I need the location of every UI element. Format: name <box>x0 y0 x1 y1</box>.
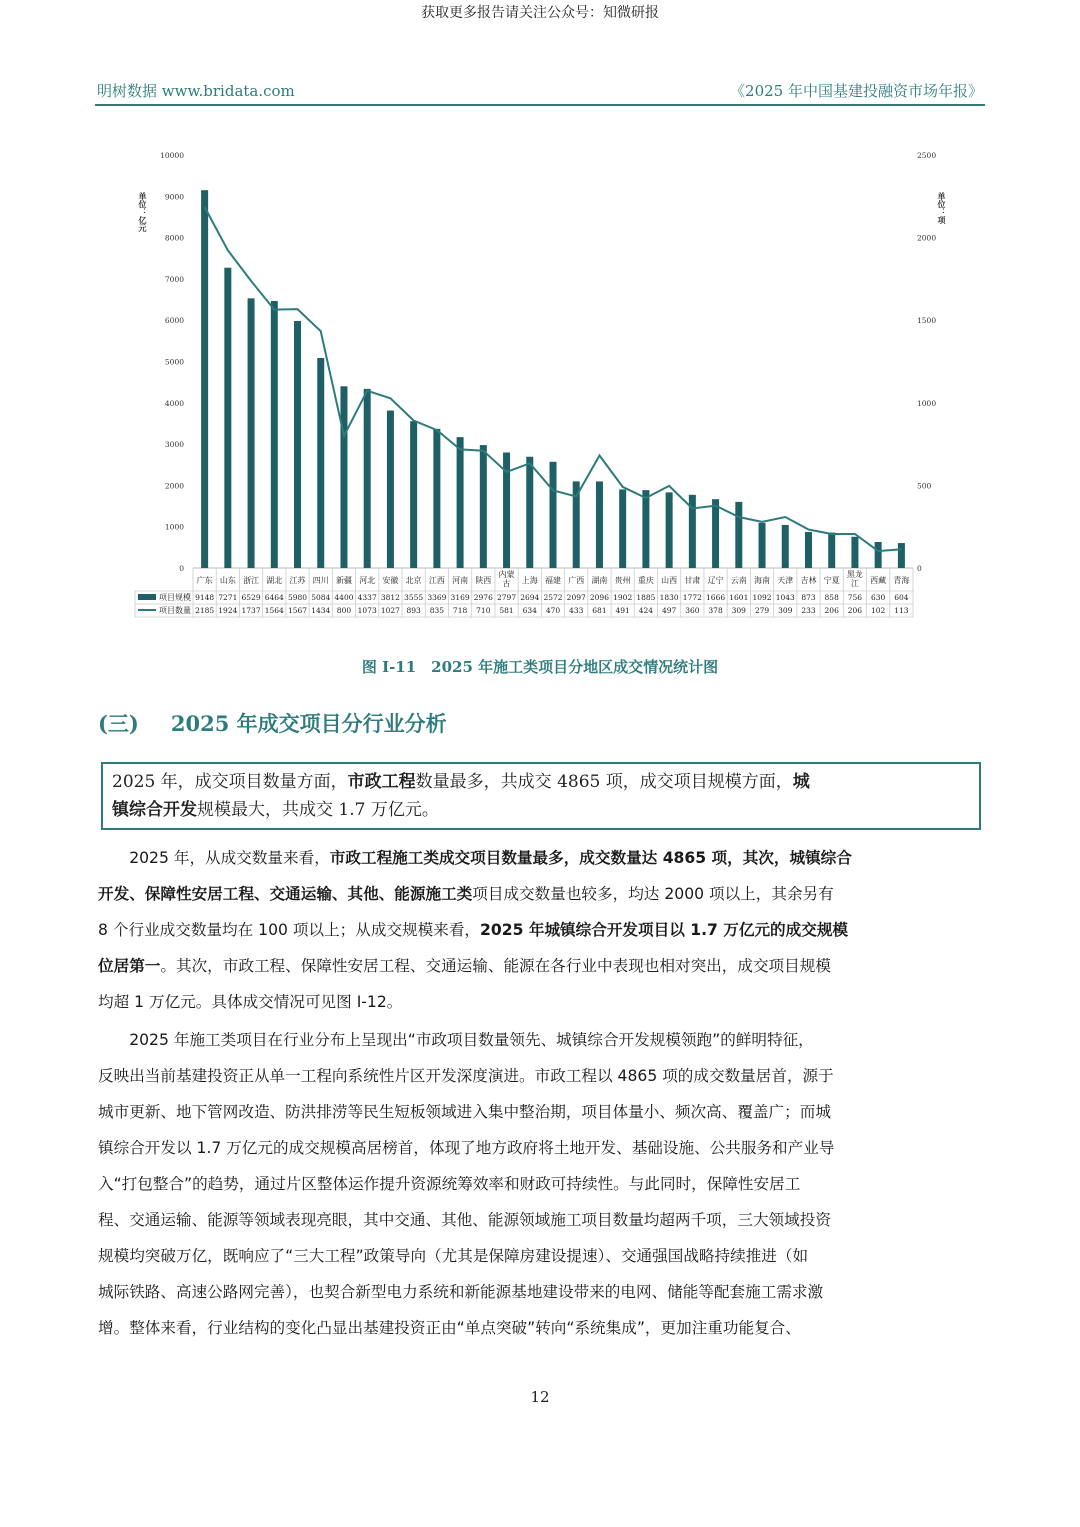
data-label-count: 1073 <box>357 606 377 615</box>
data-label-scale: 1092 <box>752 593 772 602</box>
paragraph-line: 程、交通运输、能源等领域表现亮眼，其中交通、其他、能源领域施工项目数量均超两千项，三大领域投资 <box>98 1211 831 1229</box>
header-report-title: 《2025 年中国基建投融资市场年报》 <box>730 82 983 100</box>
category-label: 内蒙 <box>498 570 515 579</box>
data-label-scale: 3369 <box>427 593 447 602</box>
data-label-count: 893 <box>406 606 421 615</box>
category-label: 云南 <box>730 576 747 585</box>
data-label-count: 206 <box>824 606 839 615</box>
callout-highlight: 市政工程 <box>347 772 416 792</box>
data-label-count: 309 <box>778 606 793 615</box>
legend-line-label: 项目数量 <box>159 606 191 615</box>
data-label-count: 800 <box>336 606 352 615</box>
bar-1 <box>201 190 208 568</box>
category-label: 四川 <box>312 576 329 585</box>
callout-highlight: 镇综合开发 <box>112 800 197 820</box>
data-label-scale: 1902 <box>613 593 633 602</box>
left-axis-tick-label: 7000 <box>164 274 184 284</box>
category-label: 新疆 <box>335 576 352 585</box>
data-label-count: 424 <box>638 606 654 615</box>
left-axis-tick-label: 1000 <box>164 522 184 532</box>
data-label-scale: 1830 <box>659 593 679 602</box>
data-label-count: 1567 <box>287 606 308 615</box>
left-axis-unit: 单位：亿元 <box>138 192 148 232</box>
bold-run: 位居第一 <box>98 957 161 975</box>
left-axis-tick-label: 2000 <box>164 481 184 491</box>
bold-run: 开发、保障性安居工程、交通运输、其他、能源施工类 <box>98 885 473 903</box>
callout-text: 2025 年，成交项目数量方面， <box>112 772 348 792</box>
data-label-scale: 604 <box>894 593 909 602</box>
data-label-scale: 1666 <box>706 593 726 602</box>
category-label: 青海 <box>893 576 910 585</box>
paragraph-line: 镇综合开发以 1.7 万亿元的成交规模高居榜首，体现了地方政府将土地开发、基础设施、公共服务和产业导 <box>98 1139 835 1157</box>
top-banner: 获取更多报告请关注公众号：知微研报 <box>421 5 659 21</box>
bar-19 <box>619 489 626 568</box>
data-label-count: 634 <box>522 606 537 615</box>
data-label-count: 491 <box>615 606 630 615</box>
bar-13 <box>480 445 487 568</box>
paragraph-1 <box>98 840 982 1020</box>
data-label-scale: 630 <box>870 593 886 602</box>
paragraph-line: 均超 1 万亿元。具体成交情况可见图 I-12。 <box>98 993 403 1011</box>
right-axis-tick-label: 500 <box>917 481 932 491</box>
right-axis-unit: 单位：项 <box>937 192 947 224</box>
data-label-scale: 1772 <box>682 593 702 602</box>
bar-11 <box>433 429 440 568</box>
right-axis-tick-label: 1000 <box>917 398 937 408</box>
left-axis-tick-label: 0 <box>179 564 184 573</box>
category-label: 宁夏 <box>823 576 840 585</box>
category-label: 山东 <box>219 576 236 585</box>
right-axis-tick-label: 0 <box>917 564 922 573</box>
header-divider <box>95 104 985 106</box>
data-label-scale: 2097 <box>566 593 586 602</box>
bar-12 <box>457 437 464 568</box>
category-label: 吉林 <box>800 576 817 585</box>
category-label: 海南 <box>754 576 771 585</box>
data-label-count: 581 <box>499 606 514 615</box>
left-axis-tick-label: 10000 <box>160 151 184 160</box>
bar-26 <box>782 525 789 568</box>
category-label: 广西 <box>568 576 585 585</box>
left-axis-tick-label: 6000 <box>164 316 184 326</box>
bold-run: 市政工程施工类成交项目数量最多，成交数量达 4865 项，其次，城镇综合 <box>329 849 852 867</box>
category-label: 福建 <box>545 576 561 585</box>
category-label: 辽宁 <box>707 576 724 585</box>
data-label-scale: 2096 <box>589 593 609 602</box>
category-label: 湖南 <box>591 576 608 585</box>
bar-25 <box>759 523 766 568</box>
callout-text: 规模最大，共成交 1.7 万亿元。 <box>197 800 439 820</box>
data-label-scale: 2694 <box>520 593 540 602</box>
data-label-count: 710 <box>476 606 491 615</box>
data-label-count: 206 <box>847 606 863 615</box>
data-label-count: 1027 <box>380 606 400 615</box>
paragraph-line <box>98 912 982 948</box>
bar-31 <box>898 543 905 568</box>
category-label: 陕西 <box>475 576 492 585</box>
callout-highlight: 城 <box>792 772 810 792</box>
summary-callout <box>101 762 981 830</box>
data-label-count: 718 <box>452 606 468 615</box>
text-run: 8 个行业成交数量均在 100 项以上；从成交规模来看， <box>98 921 481 939</box>
header-publisher: 明树数据 www.bridata.com <box>97 82 295 100</box>
bar-15 <box>526 457 533 568</box>
data-label-scale: 7271 <box>218 593 238 602</box>
data-label-scale: 5980 <box>287 593 308 602</box>
bar-9 <box>387 411 394 568</box>
text-run: 项目成交数量也较多，均达 2000 项以上，其余另有 <box>472 885 834 903</box>
data-label-scale: 2976 <box>473 593 493 602</box>
data-label-count: 1434 <box>311 606 331 615</box>
data-label-count: 233 <box>801 606 816 615</box>
bar-6 <box>317 358 324 568</box>
data-label-scale: 1601 <box>729 593 749 602</box>
bar-7 <box>340 386 347 568</box>
category-label: 贵州 <box>614 576 631 585</box>
section-heading <box>98 708 447 738</box>
bold-run: 2025 年城镇综合开发项目以 1.7 万亿元的成交规模 <box>480 921 849 939</box>
category-label: 西藏 <box>870 576 887 585</box>
paragraph-line <box>98 1022 982 1058</box>
paragraph-line: 城际铁路、高速公路网完善），也契合新型电力系统和新能源基地建设带来的电网、储能等配套施工需求激 <box>98 1283 824 1301</box>
bar-8 <box>364 389 371 568</box>
data-label-scale: 5084 <box>311 593 331 602</box>
left-axis-tick-label: 9000 <box>164 192 184 202</box>
bar-10 <box>410 421 417 568</box>
category-label: 重庆 <box>637 576 654 585</box>
category-label: 江苏 <box>289 576 306 585</box>
bar-17 <box>573 481 580 568</box>
bar-16 <box>550 462 557 568</box>
data-label-scale: 756 <box>847 593 863 602</box>
paragraph-line <box>98 876 982 912</box>
category-label: 江 <box>850 579 859 588</box>
text-run: 2025 年，从成交数量来看， <box>129 849 330 867</box>
data-label-scale: 2572 <box>543 593 563 602</box>
paragraph-line: 规模均突破万亿，既响应了“三大工程”政策导向（尤其是保障房建设提速）、交通强国战略持续推进（如 <box>98 1247 809 1265</box>
category-label: 湖北 <box>266 576 283 585</box>
figure-caption: 图 I-11 2025 年施工类项目分地区成交情况统计图 <box>361 658 719 676</box>
data-label-count: 113 <box>894 606 909 615</box>
regional-chart <box>0 140 1080 630</box>
category-label: 安徽 <box>382 576 399 585</box>
data-label-scale: 3555 <box>404 593 424 602</box>
category-label: 黑龙 <box>846 570 863 579</box>
data-label-count: 2185 <box>195 606 215 615</box>
data-label-scale: 6529 <box>241 593 261 602</box>
data-label-scale: 3169 <box>450 593 470 602</box>
right-axis-tick-label: 2500 <box>917 151 937 160</box>
data-label-scale: 873 <box>801 593 816 602</box>
bar-2 <box>224 268 231 568</box>
data-label-scale: 9148 <box>195 593 215 602</box>
data-label-count: 835 <box>429 606 445 615</box>
left-axis-tick-label: 8000 <box>164 233 184 243</box>
bar-20 <box>642 490 649 568</box>
data-label-count: 681 <box>592 606 607 615</box>
category-label: 北京 <box>405 576 422 585</box>
data-label-count: 309 <box>731 606 746 615</box>
bar-29 <box>851 537 858 568</box>
bar-5 <box>294 321 301 568</box>
category-label: 广东 <box>196 576 213 585</box>
data-label-scale: 4400 <box>334 593 354 602</box>
page-number: 12 <box>530 1388 550 1406</box>
left-axis-tick-label: 5000 <box>164 357 184 367</box>
data-label-count: 1924 <box>218 606 238 615</box>
bar-3 <box>248 298 255 568</box>
data-label-count: 279 <box>754 606 770 615</box>
section-title: 2025 年成交项目分行业分析 <box>170 711 447 736</box>
data-label-scale: 6464 <box>264 593 284 602</box>
data-label-scale: 858 <box>824 593 839 602</box>
text-run: 2025 年施工类项目在行业分布上呈现出“市政项目数量领先、城镇综合开发规模领跑”的鲜明特征， <box>129 1031 814 1049</box>
data-label-count: 470 <box>545 606 561 615</box>
callout-text: 数量最多，共成交 4865 项，成交项目规模方面， <box>415 772 793 792</box>
category-label: 甘肃 <box>684 576 701 585</box>
category-label: 山西 <box>661 576 678 585</box>
data-label-count: 102 <box>870 606 886 615</box>
data-label-count: 497 <box>661 606 677 615</box>
section-number: (三) <box>98 711 139 736</box>
text-run: 。其次，市政工程、保障性安居工程、交通运输、能源在各行业中表现也相对突出，成交项目规模 <box>160 957 831 975</box>
data-label-scale: 3812 <box>380 593 400 602</box>
bar-4 <box>271 301 278 568</box>
category-label: 河南 <box>452 576 469 585</box>
right-axis-tick-label: 1500 <box>917 316 937 326</box>
data-label-count: 378 <box>708 606 723 615</box>
paragraph-line <box>98 948 982 984</box>
data-label-scale: 2797 <box>497 593 517 602</box>
category-label: 江西 <box>428 576 445 585</box>
bar-24 <box>735 502 742 568</box>
bar-23 <box>712 499 719 568</box>
bar-27 <box>805 532 812 568</box>
paragraph-line: 反映出当前基建投资正从单一工程向系统性片区开发深度演进。市政工程以 4865 项的成交数量居首，源于 <box>98 1067 834 1085</box>
bar-21 <box>666 492 673 568</box>
bar-28 <box>828 533 835 568</box>
left-axis-tick-label: 4000 <box>164 398 184 408</box>
data-label-count: 360 <box>685 606 700 615</box>
legend-bar-label: 项目规模 <box>159 593 191 602</box>
category-label: 上海 <box>521 576 538 585</box>
data-label-count: 1737 <box>241 606 261 615</box>
category-label: 浙江 <box>243 576 260 585</box>
category-label: 河北 <box>359 576 376 585</box>
bar-18 <box>596 481 603 568</box>
bar-30 <box>875 542 882 568</box>
data-label-count: 1564 <box>264 606 284 615</box>
data-label-scale: 1043 <box>775 593 795 602</box>
paragraph-line: 增。整体来看，行业结构的变化凸显出基建投资正由“单点突破”转向“系统集成”，更加注重功能复合、 <box>98 1319 801 1337</box>
category-label: 天津 <box>777 576 794 585</box>
data-label-scale: 4337 <box>357 593 377 602</box>
right-axis-tick-label: 2000 <box>917 233 937 243</box>
paragraph-line <box>98 840 982 876</box>
data-label-scale: 1885 <box>636 593 656 602</box>
data-label-count: 433 <box>569 606 584 615</box>
legend-bar-swatch <box>138 594 156 600</box>
paragraph-line: 城市更新、地下管网改造、防洪排涝等民生短板领域进入集中整治期，项目体量小、频次高、覆盖广；而城 <box>98 1103 831 1121</box>
paragraph-2 <box>98 1022 982 1346</box>
category-label: 古 <box>502 579 511 588</box>
left-axis-tick-label: 3000 <box>164 440 184 450</box>
paragraph-line: 入“打包整合”的趋势，通过片区整体运作提升资源统筹效率和财政可持续性。与此同时，保障性安居工 <box>98 1175 801 1193</box>
